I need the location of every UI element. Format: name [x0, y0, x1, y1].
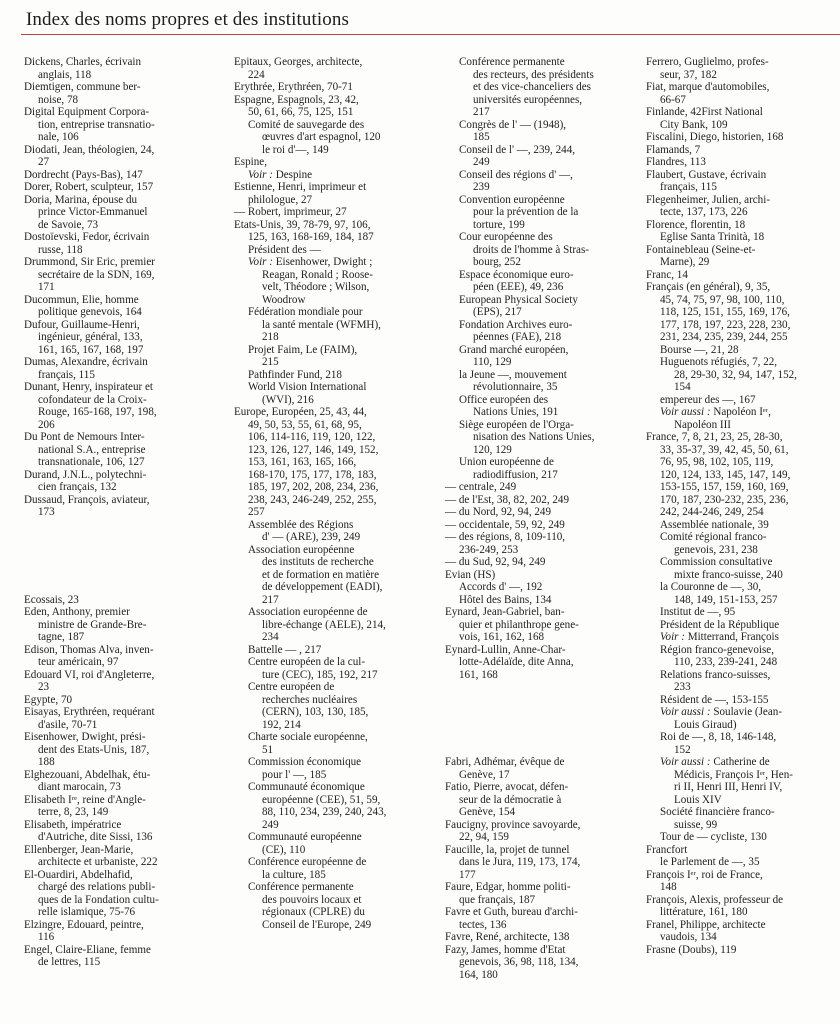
index-column-3: [445, 56, 635, 981]
entry-text: Drummond, Sir Eric, premier secrétaire de la SDN, 169, 171: [24, 256, 155, 293]
index-subentry: [646, 531, 838, 556]
index-subentry: [234, 606, 434, 644]
entry-text: Faucigny, province savoyarde, 22, 94, 159: [445, 818, 581, 843]
entry-text: Dordrecht (Pays-Bas), 147: [24, 168, 143, 181]
entry-text: Dufour, Guillaume-Henri, ingénieur, général, 133, 161, 165, 167, 168, 197: [24, 318, 144, 356]
entry-text: Congrès de l' — (1948), 185: [459, 118, 567, 143]
index-subentry: [445, 581, 635, 594]
entry-text: Ferrero, Guglielmo, profes- seur, 37, 182: [646, 56, 769, 81]
index-column-2: [234, 56, 434, 931]
index-entry: [24, 294, 219, 319]
entry-text: Finlande, 42First National City Bank, 109: [646, 106, 763, 131]
index-subentry: [646, 581, 838, 606]
index-entry: [24, 706, 219, 731]
entry-text: Association européenne des instituts de recherche et de formation en matière de développement (EADI), 217: [248, 543, 383, 606]
index-entry: [646, 919, 838, 944]
entry-text: Europe, Européen, 25, 43, 44, 49, 50, 53, 55, 61, 68, 95, 106, 114-116, 119, 120, 122, 123, 126, 127, 146, 149, 152, 153, 161, 163, 165, 166, 168-170, 175, 177, 178, 183, 185, 197, 202, 208, 234, 236, 238, 243, 246-249, 252, 255, 257: [234, 406, 379, 518]
index-subentry: [445, 269, 635, 294]
index-entry: [234, 81, 434, 94]
entry-text: Conseil de l' —, 239, 244, 249: [459, 143, 576, 168]
entry-text: Relations franco-suisses, 233: [660, 668, 771, 693]
index-entry: [24, 644, 219, 669]
entry-text: Conférence permanente des pouvoirs locaux et régionaux (CPLRE) du Conseil de l'Europe, 249: [248, 881, 372, 931]
index-entry: [24, 494, 219, 519]
entry-text: Dorer, Robert, sculpteur, 157: [24, 181, 154, 193]
index-entry: [24, 319, 219, 357]
index-subentry: [646, 706, 838, 731]
index-subentry: [646, 756, 838, 806]
index-entry: [24, 844, 219, 869]
entry-text: Francfort: [646, 843, 688, 856]
index-entry: [445, 781, 635, 819]
entry-text: France, 7, 8, 21, 23, 25, 28-30, 33, 35-37, 39, 42, 45, 50, 61, 76, 95, 98, 102, 105, 119, 120, 124, 133, 145, 147, 149, 153-155, 157, 159, 160, 169, 170, 187, 230-232, 235, 236, 242, 244-246, 249, 254: [646, 431, 791, 518]
index-entry: [24, 769, 219, 794]
index-entry: [234, 206, 434, 219]
index-entry: [646, 194, 838, 219]
gap: [445, 731, 635, 744]
index-subentry: [445, 294, 635, 319]
entry-text: Frasne (Doubs), 119: [646, 943, 737, 956]
entry-text: Comité de sauvegarde des œuvres d'art espagnol, 120 le roi d'—, 149: [248, 118, 381, 156]
index-entry: [646, 944, 838, 957]
gap: [24, 581, 219, 594]
index-subentry: [646, 231, 838, 244]
index-subentry: [646, 606, 838, 619]
entry-text: Battelle — , 217: [248, 643, 322, 656]
index-subentry: [646, 806, 838, 831]
entry-text: Dumas, Alexandre, écrivain français, 115: [24, 356, 148, 381]
index-entry: [24, 819, 219, 844]
index-subentry: [234, 656, 434, 681]
entry-text: Eynard, Jean-Gabriel, ban- quier et philanthrope gene- vois, 161, 162, 168: [445, 606, 579, 643]
entry-text: Région franco-genevoise, 110, 233, 239-241, 248: [660, 643, 778, 668]
index-entry: [646, 169, 838, 194]
gap: [445, 706, 635, 719]
entry-text: François, Alexis, professeur de littérature, 161, 180: [646, 893, 784, 918]
entry-text: Egypte, 70: [24, 693, 73, 706]
entry-text: El-Ouardiri, Abdelhafid, chargé des relations publi- ques de la Fondation cultu- relle islamique, 75-76: [24, 868, 159, 918]
index-entry: [234, 56, 434, 81]
title-rule: [21, 34, 840, 35]
entry-text: Dunant, Henry, inspirateur et cofondateur de la Croix- Rouge, 165-168, 197, 198, 206: [24, 381, 157, 431]
entry-text: Résident de —, 153-155: [660, 693, 769, 706]
index-entry: [445, 944, 635, 982]
index-subentry: [646, 831, 838, 844]
gap: [24, 544, 219, 557]
index-subentry: [646, 644, 838, 669]
index-entry: [445, 644, 635, 682]
see-also-label: Voir aussi :: [660, 706, 714, 718]
index-subentry: [445, 119, 635, 144]
entry-text: Conseil des régions d' —, 239: [459, 168, 573, 193]
index-entry: [234, 181, 434, 206]
entry-text: — de l'Est, 38, 82, 202, 249: [445, 493, 570, 506]
entry-text: Despine: [275, 168, 313, 181]
index-entry: [646, 156, 838, 169]
entry-text: Roi de —, 8, 18, 146-148, 152: [660, 731, 777, 756]
entry-text: Comité régional franco- genevois, 231, 238: [660, 531, 767, 556]
index-entry: [24, 81, 219, 106]
index-column-1: [24, 56, 219, 969]
index-subentry: [646, 619, 838, 632]
entry-text: Fondation Archives euro- péennes (FAE), 218: [459, 318, 573, 343]
index-entry: [646, 219, 838, 232]
index-subentry: [646, 856, 838, 869]
entry-text: Elisabeth Iʳᵉ, reine d'Angle- terre, 8, 23, 149: [24, 793, 146, 818]
entry-text: — occidentale, 59, 92, 249: [445, 518, 565, 531]
entry-text: Eisenhower, Dwight ; Reagan, Ronald ; Roose- velt, Théodore ; Wilson, Woodrow: [262, 256, 373, 306]
index-subentry: [234, 781, 434, 831]
index-entry: [24, 731, 219, 769]
entry-text: Durand, J.N.L., polytechni- cien français, 132: [24, 468, 147, 493]
entry-text: World Vision International (WVI), 216: [248, 381, 367, 406]
entry-text: — du Nord, 92, 94, 249: [445, 506, 552, 518]
index-entry: [24, 594, 219, 607]
entry-text: Du Pont de Nemours Inter- national S.A., entreprise transnationale, 106, 127: [24, 431, 146, 468]
index-entry: [24, 669, 219, 694]
index-entry: [24, 694, 219, 707]
index-entry: [24, 231, 219, 256]
index-entry: [234, 406, 434, 519]
index-subentry: [234, 756, 434, 781]
entry-text: Napoléon Iᵉʳ, Napoléon III: [674, 406, 771, 431]
index-entry: [646, 106, 838, 131]
index-entry: [646, 844, 838, 857]
gap: [445, 744, 635, 757]
index-subentry: [445, 369, 635, 394]
entry-text: Centre européen de la cul- ture (CEC), 185, 192, 217: [248, 656, 378, 681]
index-entry: [234, 94, 434, 119]
index-entry: [24, 381, 219, 431]
index-entry: [646, 81, 838, 106]
page-title: Index des noms propres et des institutions: [26, 9, 349, 30]
index-entry: [24, 106, 219, 144]
entry-text: Président de la République: [660, 618, 780, 631]
gap: [445, 694, 635, 707]
entry-text: empereur des —, 167: [660, 393, 756, 406]
entry-text: la Couronne de —, 30, 148, 149, 151-153, 257: [660, 581, 778, 606]
entry-text: Fiat, marque d'automobiles, 66-67: [646, 81, 770, 106]
entry-text: Grand marché européen, 110, 129: [459, 343, 569, 368]
entry-text: Huguenots réfugiés, 7, 22, 28, 29-30, 32, 94, 147, 152, 154: [660, 356, 797, 393]
index-entry: [646, 56, 838, 81]
entry-text: Assemblée des Régions d' — (ARE), 239, 249: [248, 518, 361, 543]
entry-text: — du Sud, 92, 94, 249: [445, 556, 546, 568]
entry-text: Fazy, James, homme d'Etat genevois, 36, 98, 118, 134, 164, 180: [445, 943, 579, 981]
entry-text: la Jeune —, mouvement révolutionnaire, 35: [459, 368, 567, 393]
index-subentry: [445, 594, 635, 607]
index-subentry: [646, 631, 838, 644]
index-subentry: [234, 169, 434, 182]
index-subentry: [234, 856, 434, 881]
entry-text: François Iᵉʳ, roi de France, 148: [646, 868, 763, 893]
index-entry: [646, 244, 838, 269]
index-subentry: [234, 381, 434, 406]
entry-text: Ducommun, Elie, homme politique genevois, 164: [24, 293, 142, 318]
index-subentry: [234, 731, 434, 756]
index-subentry: [646, 344, 838, 357]
index-entry: [445, 494, 635, 507]
entry-text: Epitaux, Georges, architecte, 224: [234, 56, 363, 81]
index-entry: [24, 606, 219, 644]
see-also-label: Voir :: [660, 631, 688, 643]
index-subentry: [445, 419, 635, 457]
see-also-label: Voir aussi :: [660, 406, 714, 418]
index-subentry: [234, 306, 434, 344]
gap: [445, 719, 635, 732]
index-subentry: [234, 519, 434, 544]
index-entry: [445, 519, 635, 532]
index-entry: [24, 469, 219, 494]
entry-text: Mitterrand, François: [687, 631, 779, 643]
entry-text: Office européen des Nations Unies, 191: [459, 393, 559, 418]
entry-text: Erythrée, Erythréen, 70-71: [234, 81, 353, 93]
index-subentry: [234, 644, 434, 657]
entry-text: Ellenberger, Jean-Marie, architecte et urbaniste, 222: [24, 843, 158, 868]
entry-text: — des régions, 8, 109-110, 236-249, 253: [445, 531, 566, 556]
gap: [445, 681, 635, 694]
index-subentry: [646, 406, 838, 431]
entry-text: Faucille, la, projet de tunnel dans le Jura, 119, 173, 174, 177: [445, 843, 581, 881]
entry-text: Hôtel des Bains, 134: [459, 593, 552, 606]
index-entry: [646, 269, 838, 282]
index-entry: [24, 869, 219, 919]
index-entry: [646, 144, 838, 157]
index-entry: [24, 144, 219, 169]
index-subentry: [646, 669, 838, 694]
entry-text: Diodati, Jean, théologien, 24, 27: [24, 143, 155, 168]
index-subentry: [234, 244, 434, 257]
entry-text: Elghezouani, Abdelhak, étu- diant marocain, 73: [24, 768, 151, 793]
index-subentry: [234, 881, 434, 931]
entry-text: Fontainebleau (Seine-et- Marne), 29: [646, 243, 756, 268]
index-entry: [445, 531, 635, 556]
entry-text: Estienne, Henri, imprimeur et philologue, 27: [234, 181, 367, 206]
entry-text: Eisenhower, Dwight, prési- dent des Etats-Unis, 187, 188: [24, 731, 150, 768]
index-entry: [646, 131, 838, 144]
index-subentry: [646, 694, 838, 707]
see-also-label: Voir :: [248, 168, 276, 181]
entry-text: Fabri, Adhémar, évêque de Genève, 17: [445, 756, 565, 781]
entry-text: Dostoïevski, Fedor, écrivain russe, 118: [24, 231, 150, 256]
entry-text: Florence, florentin, 18: [646, 218, 746, 231]
entry-text: Evian (HS): [445, 568, 496, 581]
entry-text: Elisabeth, impératrice d'Autriche, dite Sissi, 136: [24, 818, 153, 843]
entry-text: Doria, Marina, épouse du prince Victor-Emmanuel de Savoie, 73: [24, 193, 148, 231]
entry-text: Espagne, Espagnols, 23, 42, 50, 61, 66, 75, 125, 151: [234, 93, 359, 118]
entry-text: Elzingre, Edouard, peintre, 116: [24, 918, 144, 943]
index-entry: [646, 869, 838, 894]
entry-text: Eynard-Lullin, Anne-Char- lotte-Adélaïde, dite Anna, 161, 168: [445, 643, 574, 681]
index-subentry: [234, 369, 434, 382]
entry-text: Siège européen de l'Orga- nisation des Nations Unies, 120, 129: [459, 418, 595, 456]
index-entry: [646, 894, 838, 919]
entry-text: Digital Equipment Corpora- tion, entreprise transnatio- nale, 106: [24, 106, 155, 143]
index-entry: [24, 794, 219, 819]
index-entry: [24, 356, 219, 381]
entry-text: Ecossais, 23: [24, 593, 79, 606]
index-subentry: [646, 519, 838, 532]
index-entry: [445, 481, 635, 494]
entry-text: Conférence permanente des recteurs, des présidents et des vice-chanceliers des universités européennes, 217: [459, 56, 594, 118]
index-entry: [24, 169, 219, 182]
index-entry: [24, 194, 219, 232]
entry-text: Conférence européenne de la culture, 185: [248, 856, 367, 881]
entry-text: Espace économique euro- péen (EEE), 49, 236: [459, 268, 574, 293]
entry-text: Eisayas, Erythréen, requérant d'asile, 70-71: [24, 706, 155, 731]
entry-text: Communauté européenne (CE), 110: [248, 831, 362, 856]
index-entry: [445, 556, 635, 569]
entry-text: Institut de —, 95: [660, 606, 736, 618]
index-entry: [445, 844, 635, 882]
entry-text: Projet Faim, Le (FAIM), 215: [248, 343, 358, 368]
index-subentry: [234, 831, 434, 856]
entry-text: Faure, Edgar, homme politi- que français, 187: [445, 881, 571, 906]
index-subentry: [234, 344, 434, 369]
index-subentry: [445, 194, 635, 232]
index-subentry: [445, 344, 635, 369]
entry-text: Soulavie (Jean- Louis Giraud): [674, 706, 783, 731]
index-subentry: [445, 144, 635, 169]
entry-text: Centre européen de recherches nucléaires (CERN), 103, 130, 185, 192, 214: [248, 681, 369, 731]
entry-text: Convention européenne pour la prévention de la torture, 199: [459, 193, 579, 231]
index-subentry: [234, 256, 434, 306]
entry-text: Flaubert, Gustave, écrivain français, 115: [646, 168, 767, 193]
entry-text: Catherine de Médicis, François Iᵉʳ, Hen- ri II, Henri III, Henri IV, Louis XIV: [674, 756, 793, 806]
entry-text: Association européenne de libre-échange (AELE), 214, 234: [248, 606, 386, 643]
index-entry: [24, 944, 219, 969]
entry-text: Fiscalini, Diego, historien, 168: [646, 131, 784, 143]
entry-text: Assemblée nationale, 39: [660, 518, 769, 531]
entry-text: Diemtigen, commune ber- noise, 78: [24, 81, 141, 106]
entry-text: Président des —: [248, 243, 321, 256]
entry-text: Eden, Anthony, premier ministre de Grande-Bre- tagne, 187: [24, 606, 147, 643]
entry-text: Edison, Thomas Alva, inven- teur américain, 97: [24, 643, 154, 668]
entry-text: Union européenne de radiodiffusion, 217: [459, 456, 558, 481]
entry-text: Eglise Santa Trinità, 18: [660, 231, 765, 243]
entry-text: Flamands, 7: [646, 143, 701, 156]
entry-text: Français (en général), 9, 35, 45, 74, 75, 97, 98, 100, 110, 118, 125, 151, 155, 169, 176, 177, 178, 197, 223, 228, 230, 231, 234, 235, 239, 244, 255: [646, 281, 791, 343]
index-subentry: [445, 56, 635, 119]
index-subentry: [646, 394, 838, 407]
index-subentry: [445, 169, 635, 194]
index-subentry: [646, 731, 838, 756]
entry-text: Pathfinder Fund, 218: [248, 368, 342, 381]
see-also-label: Voir aussi :: [660, 756, 714, 768]
entry-text: Cour européenne des droits de l'homme à Stras- bourg, 252: [459, 231, 589, 268]
index-subentry: [646, 556, 838, 581]
index-subentry: [445, 231, 635, 269]
index-subentry: [445, 394, 635, 419]
entry-text: Fédération mondiale pour la santé mentale (WFMH), 218: [248, 306, 381, 343]
entry-text: Bourse —, 21, 28: [660, 343, 739, 356]
entry-text: Flandres, 113: [646, 156, 706, 168]
index-subentry: [234, 544, 434, 607]
index-entry: [24, 56, 219, 81]
index-entry: [234, 219, 434, 244]
entry-text: Franc, 14: [646, 268, 688, 281]
entry-text: Tour de — cycliste, 130: [660, 831, 767, 843]
index-subentry: [445, 319, 635, 344]
index-entry: [445, 606, 635, 644]
see-also-label: Voir :: [248, 256, 276, 268]
entry-text: Favre et Guth, bureau d'archi- tectes, 136: [445, 906, 578, 931]
entry-text: — centrale, 249: [445, 481, 517, 493]
entry-text: Etats-Unis, 39, 78-79, 97, 106, 125, 163, 168-169, 184, 187: [234, 218, 374, 243]
index-entry: [445, 906, 635, 931]
entry-text: Flegenheimer, Julien, archi- tecte, 137, 173, 226: [646, 193, 771, 218]
index-column-4: [646, 56, 838, 956]
gap: [24, 569, 219, 582]
entry-text: Accords d' —, 192: [459, 581, 543, 593]
index-entry: [445, 881, 635, 906]
index-entry: [234, 156, 434, 169]
index-entry: [445, 756, 635, 781]
entry-text: Dussaud, François, aviateur, 173: [24, 493, 150, 518]
gap: [24, 556, 219, 569]
index-entry: [445, 506, 635, 519]
gap: [24, 531, 219, 544]
entry-text: Franel, Philippe, architecte vaudois, 134: [646, 918, 766, 943]
index-entry: [445, 931, 635, 944]
entry-text: Société financière franco- suisse, 99: [660, 806, 775, 831]
entry-text: Edouard VI, roi d'Angleterre, 23: [24, 668, 155, 693]
index-subentry: [646, 356, 838, 394]
entry-text: — Robert, imprimeur, 27: [234, 206, 347, 218]
entry-text: Commission consultative mixte franco-suisse, 240: [660, 556, 783, 581]
index-subentry: [445, 456, 635, 481]
entry-text: le Parlement de —, 35: [660, 856, 760, 868]
entry-text: Fatio, Pierre, avocat, défen- seur de la démocratie à Genève, 154: [445, 781, 569, 818]
entry-text: Espine,: [234, 156, 267, 168]
entry-text: Commission économique pour l' —, 185: [248, 756, 362, 781]
entry-text: Communauté économique européenne (CEE), 51, 59, 88, 110, 234, 239, 240, 243, 249: [248, 781, 387, 831]
index-entry: [24, 919, 219, 944]
index-entry: [24, 181, 219, 194]
index-subentry: [234, 681, 434, 731]
entry-text: Dickens, Charles, écrivain anglais, 118: [24, 56, 142, 81]
index-entry: [24, 256, 219, 294]
index-entry: [445, 819, 635, 844]
index-entry: [24, 431, 219, 469]
index-entry: [646, 431, 838, 519]
gap: [24, 519, 219, 532]
index-entry: [646, 281, 838, 344]
entry-text: Engel, Claire-Eliane, femme de lettres, 115: [24, 943, 151, 968]
index-entry: [445, 569, 635, 582]
index-subentry: [234, 119, 434, 157]
entry-text: Favre, René, architecte, 138: [445, 931, 570, 943]
entry-text: European Physical Society (EPS), 217: [459, 293, 578, 318]
entry-text: Charte sociale européenne, 51: [248, 731, 368, 756]
